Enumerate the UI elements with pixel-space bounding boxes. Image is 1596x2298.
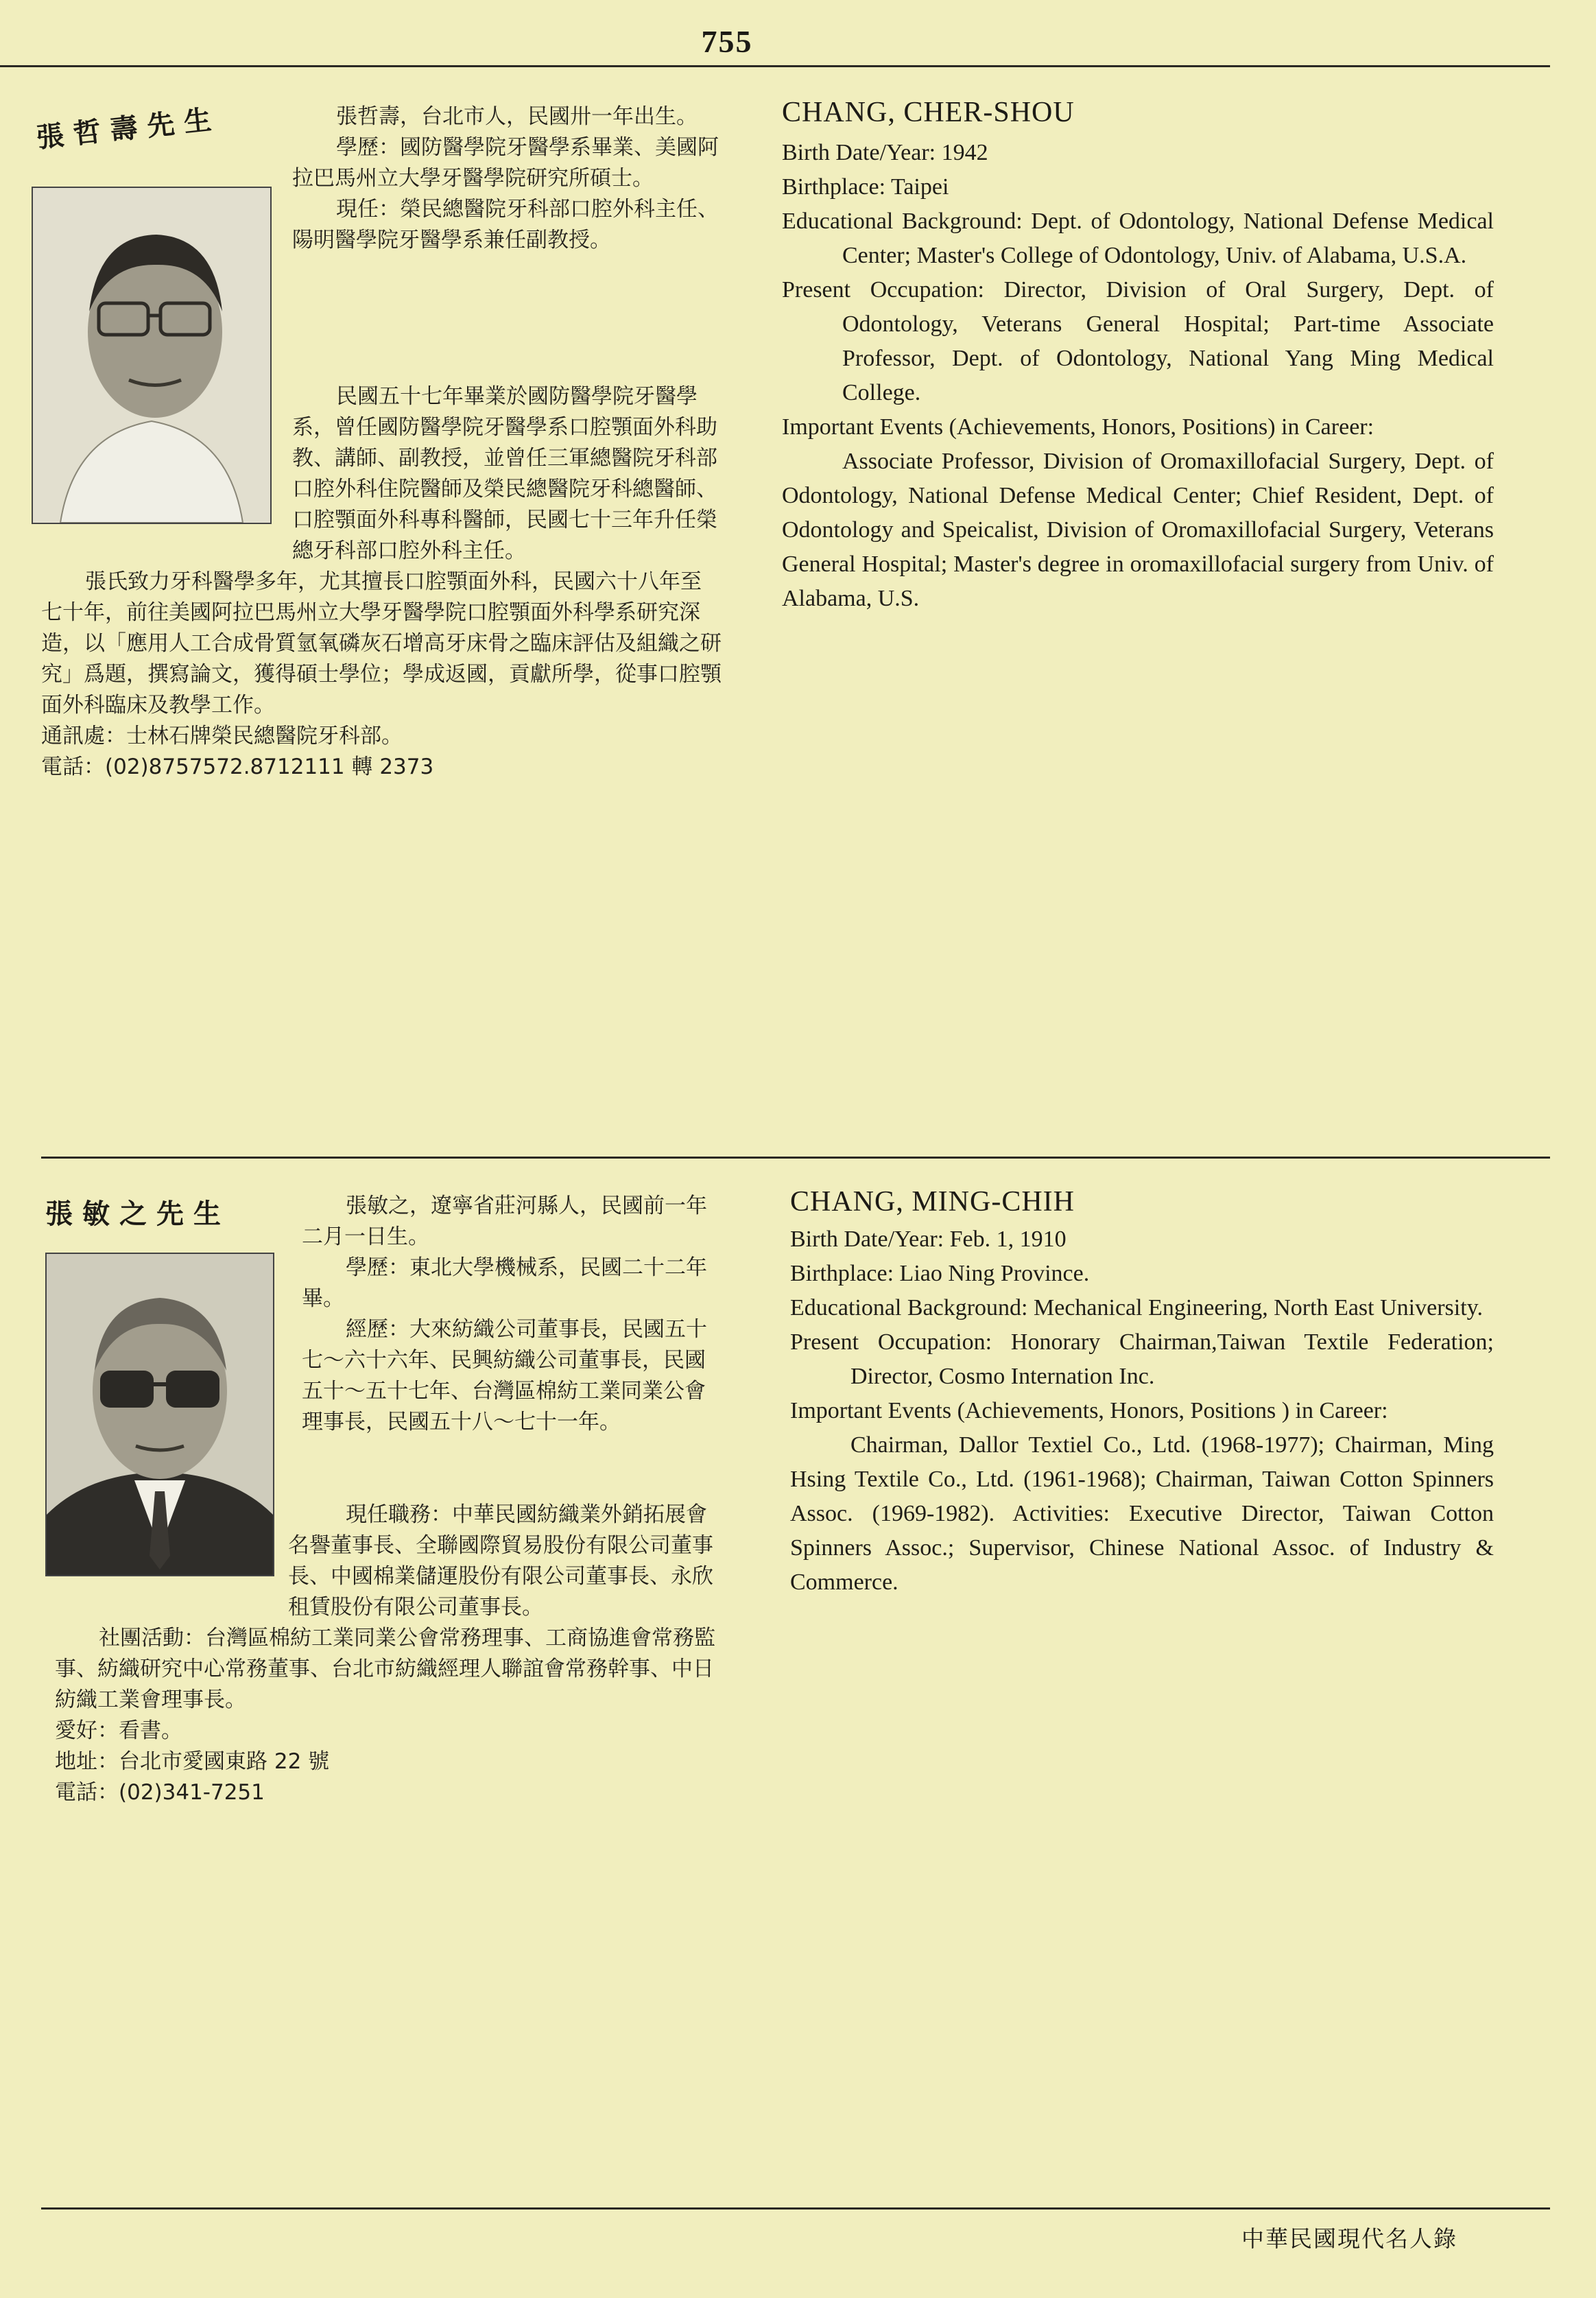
en-education: Educational Background: Dept. of Odontology, National Defense Medical Center; Master's College of Odontology, Univ. of Alabama, U.S.A. xyxy=(782,209,1494,268)
en-bio xyxy=(782,136,1494,616)
section-divider xyxy=(41,1157,1550,1159)
cn-address: 通訊處：士林石牌榮民總醫院牙科部。 xyxy=(41,724,403,748)
en-birth-date: Birth Date/Year: Feb. 1, 1910 xyxy=(790,1227,1067,1252)
cn-phone: 電話：(02)8757572.8712111 轉 2373 xyxy=(41,755,434,779)
en-events-heading: Important Events (Achievements, Honors, Positions) in Career: xyxy=(782,414,1374,440)
cn-bio-top xyxy=(302,1191,726,1438)
en-birthplace: Birthplace: Taipei xyxy=(782,174,949,200)
cn-bio-paragraph: 學歷：國防醫學院牙醫學系畢業、美國阿拉巴馬州立大學牙醫學院研究所碩士。 xyxy=(292,135,719,191)
page-number: 755 xyxy=(701,24,753,59)
cn-bio-paragraph: 社團活動：台灣區棉紡工業同業公會常務理事、工商協進會常務監事、紡織研究中心常務董事、台北市紡織經理人聯誼會常務幹事、中日紡織工業會理事長。 xyxy=(55,1626,715,1712)
en-occupation: Present Occupation: Honorary Chairman,Taiwan Textile Federation; Director, Cosmo Internation Inc. xyxy=(790,1329,1494,1389)
cn-bio-paragraph: 經歷：大來紡織公司董事長，民國五十七～六十六年、民興紡織公司董事長，民國五十～五十七年、台灣區棉紡工業同業公會理事長，民國五十八～七十一年。 xyxy=(302,1317,707,1434)
cn-hobby: 愛好：看書。 xyxy=(55,1718,182,1743)
en-birthplace: Birthplace: Liao Ning Province. xyxy=(790,1261,1090,1286)
cn-bio-paragraph: 學歷：東北大學機械系，民國二十二年畢。 xyxy=(302,1255,707,1311)
cn-bio-bottom xyxy=(55,1500,726,1808)
cn-bio-paragraph: 民國五十七年畢業於國防醫學院牙醫學系，曾任國防醫學院牙醫學系口腔顎面外科助教、講師、副教授，並曾任三軍總醫院牙科部口腔外科住院醫師及榮民總醫院牙科總醫師、口腔顎面外科專科醫師，民國七十三年升任榮總牙科部口腔外科主任。 xyxy=(292,384,717,563)
cn-bio-paragraph: 現任職務：中華民國紡織業外銷拓展會名譽董事長、全聯國際貿易股份有限公司董事長、中國棉業儲運股份有限公司董事長、永欣租賃股份有限公司董事長。 xyxy=(288,1502,713,1620)
cn-bio-top xyxy=(292,102,722,256)
cn-name: 張敏之先生 xyxy=(45,1198,230,1230)
en-name: CHANG, MING-CHIH xyxy=(790,1186,1075,1218)
bottom-rule xyxy=(41,2207,1550,2210)
footer-title: 中華民國現代名人錄 xyxy=(1241,2225,1457,2252)
cn-bio-bottom xyxy=(41,381,722,783)
cn-bio-paragraph: 現任：榮民總醫院牙科部口腔外科主任、陽明醫學院牙醫學系兼任副教授。 xyxy=(292,197,719,252)
cn-bio-paragraph: 張哲壽，台北市人，民國卅一年出生。 xyxy=(336,104,698,129)
cn-name: 張哲壽先生 xyxy=(34,103,223,154)
cn-bio-paragraph: 張敏之，遼寧省莊河縣人，民國前一年二月一日生。 xyxy=(302,1194,707,1249)
en-events-heading: Important Events (Achievements, Honors, Positions ) in Career: xyxy=(790,1398,1388,1423)
cn-bio-paragraph: 張氏致力牙科醫學多年，尤其擅長口腔顎面外科，民國六十八年至七十年，前往美國阿拉巴馬州立大學牙醫學院口腔顎面外科學系研究深造，以「應用人工合成骨質氫氧磷灰石增高牙床骨之臨床評估及組織之研究」爲題，撰寫論文，獲得碩士學位；學成返國，貢獻所學，從事口腔顎面外科臨床及教學工作。 xyxy=(41,569,722,718)
en-birth-date: Birth Date/Year: 1942 xyxy=(782,140,988,165)
en-events: Associate Professor, Division of Oromaxillofacial Surgery, Dept. of Odontology, National Defense Medical Center; Chief Resident, Dept. of Odontology and Speicalist, Division of Oromaxillofacial Surgery, Veterans General Hospital; Master's degree in oromaxillofacial surgery from Univ. of Alabama, U.S. xyxy=(782,449,1494,611)
cn-phone: 電話：(02)341-7251 xyxy=(55,1780,265,1805)
en-bio xyxy=(790,1222,1494,1600)
en-name: CHANG, CHER-SHOU xyxy=(782,97,1075,128)
en-events: Chairman, Dallor Textiel Co., Ltd. (1968-1977); Chairman, Ming Hsing Textile Co., Ltd. (1961-1968); Chairman, Taiwan Cotton Spinners Assoc. (1969-1982). Activities: Executive Director, Taiwan Cotton Spinners Assoc.; Supervisor, Chinese National Assoc. of Industry & Commerce. xyxy=(790,1432,1494,1595)
cn-address: 地址：台北市愛國東路 22 號 xyxy=(55,1749,330,1774)
en-education: Educational Background: Mechanical Engineering, North East University. xyxy=(790,1295,1483,1320)
en-occupation: Present Occupation: Director, Division of Oral Surgery, Dept. of Odontology, Veterans General Hospital; Part-time Associate Professor, Dept. of Odontology, National Yang Ming Medical College. xyxy=(782,277,1494,405)
top-rule xyxy=(0,65,1550,67)
